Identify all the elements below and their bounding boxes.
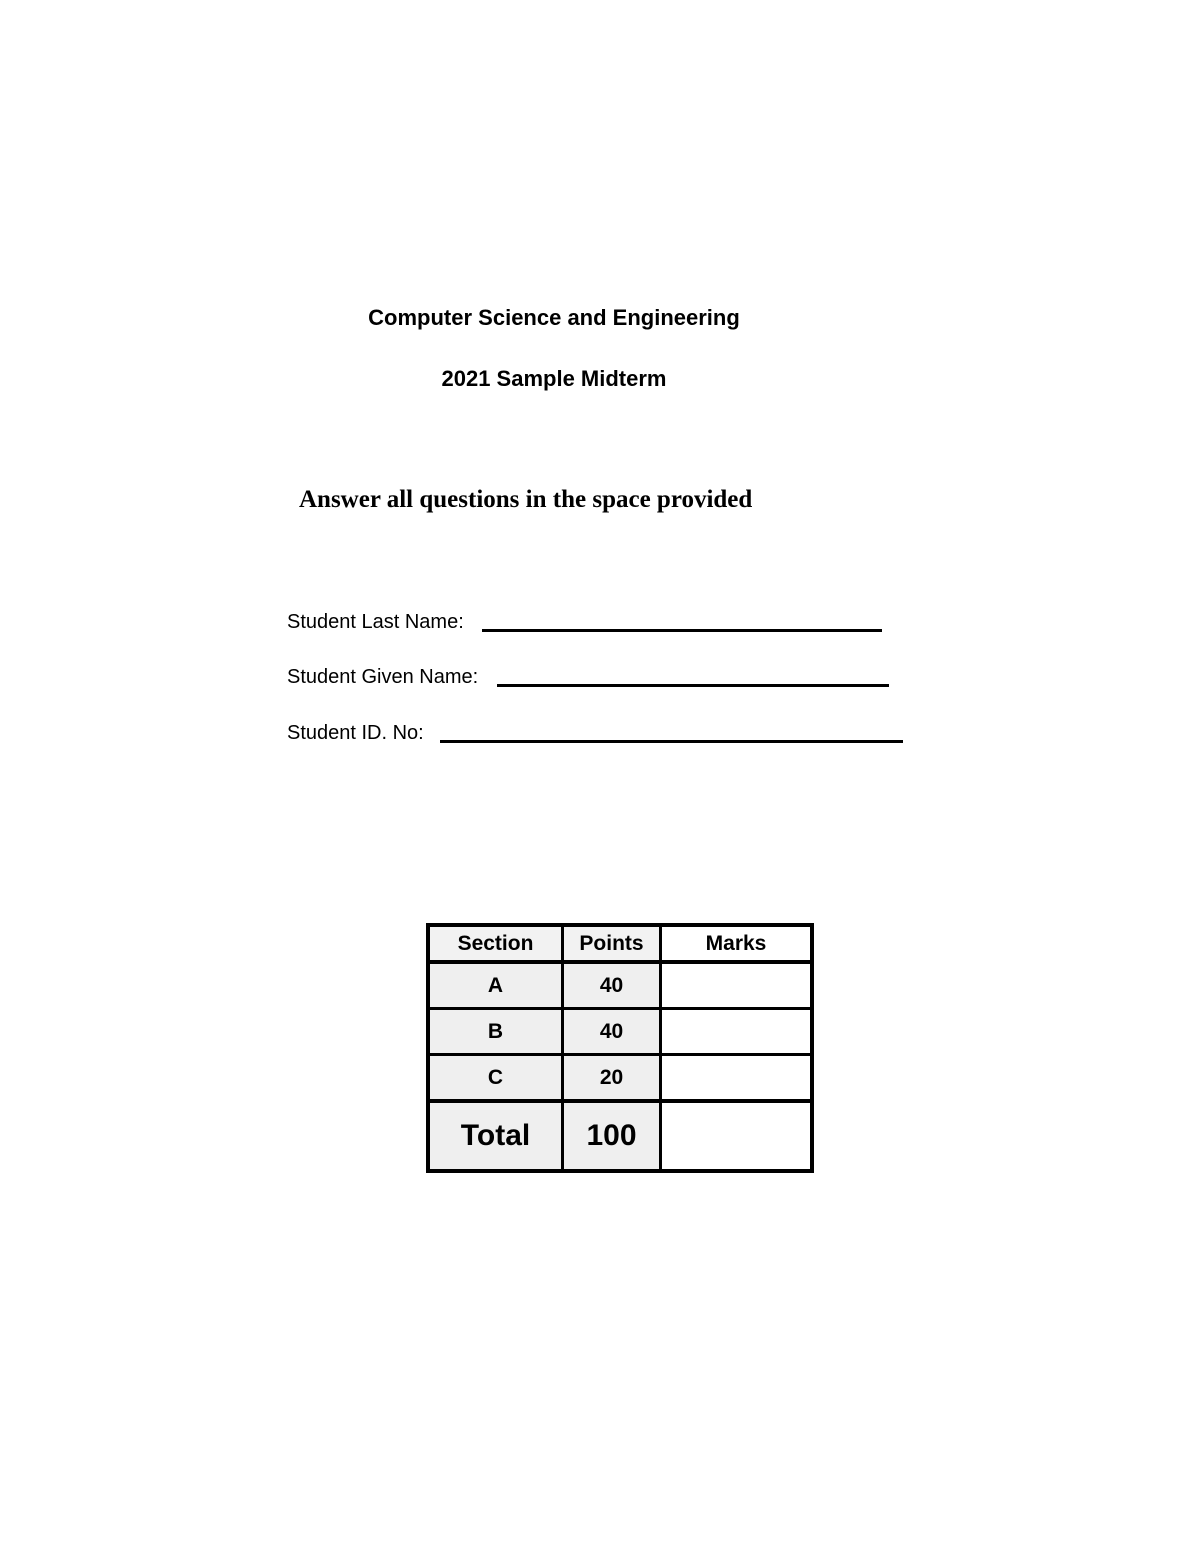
last-name-label: Student Last Name: [287,611,464,633]
points-cell: 40 [563,1009,661,1055]
last-name-blank-line[interactable] [482,629,882,632]
student-id-blank-line[interactable] [440,740,903,743]
points-cell: 20 [563,1055,661,1102]
given-name-label: Student Given Name: [287,666,479,688]
instructions-text: Answer all questions in the space provided [299,486,753,513]
marks-cell[interactable] [661,1009,813,1055]
section-cell: B [428,1009,563,1055]
points-cell: 40 [563,962,661,1009]
total-points: 100 [563,1101,661,1171]
total-label: Total [428,1101,563,1171]
table-header-row [428,925,812,962]
marks-cell[interactable] [661,962,813,1009]
exam-title: 2021 Sample Midterm [441,366,667,391]
given-name-field [287,662,478,692]
table-row [428,1055,812,1102]
table-row [428,1009,812,1055]
header-marks: Marks [661,925,813,962]
marks-cell[interactable] [661,1055,813,1102]
score-table [426,923,814,1173]
student-id-field [287,718,424,748]
total-marks-cell[interactable] [661,1101,813,1171]
section-cell: C [428,1055,563,1102]
section-cell: A [428,962,563,1009]
student-id-label: Student ID. No: [287,722,424,744]
given-name-blank-line[interactable] [497,684,889,687]
header-points: Points [563,925,661,962]
table-row [428,962,812,1009]
last-name-field [287,607,464,637]
total-row [428,1101,812,1171]
header-section: Section [428,925,563,962]
department-title: Computer Science and Engineering [368,305,740,330]
